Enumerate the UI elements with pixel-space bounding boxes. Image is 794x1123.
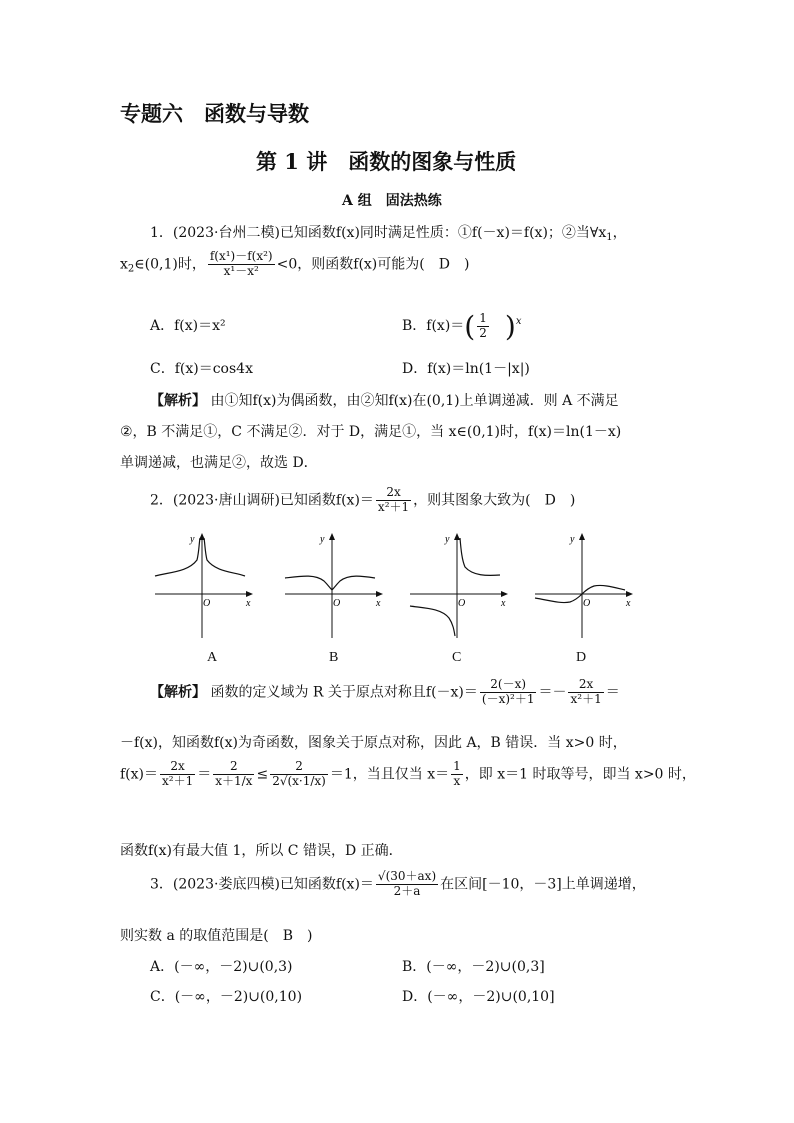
graph-a-x-label: x: [246, 598, 251, 609]
graph-a: [150, 530, 260, 640]
graph-d: [530, 530, 640, 640]
q1-line1: 1．(2023·台州二模)已知函数f(x)同时满足性质：①f(－x)＝f(x)；②当$\forall x_1$，: [150, 225, 627, 243]
q1-solution-line1: 【解析】 由①知f(x)为偶函数，由②知f(x)在(0,1)上单调递减．则 A 不满足: [150, 393, 619, 409]
graph-a-curve-right: [204, 538, 245, 576]
graph-d-y-label: y: [570, 534, 575, 545]
q2-solution-line3: f(x)＝ $\frac{2x}{\text{x²＋1}}$ ＝ $\frac{2}{x+1/x}$ ≤ $\frac{2}{2√(x\cdot 1/x)}$ ＝1，当且仅当 x＝ $\frac{1}{x}$ ，即 x＝1 时取等号，即当 x>0 时，: [120, 759, 696, 788]
graph-c-y-label: y: [445, 534, 450, 545]
graph-c-curve-left: [410, 606, 455, 636]
graph-b-x-label: x: [376, 598, 381, 609]
q1-solution-line2: ②，B 不满足①，C 不满足②．对于 D，满足①，当 x∈(0,1)时，f(x)＝ln(1－x): [120, 424, 622, 440]
q3-stem-line1: 3．(2023·娄底四模)已知函数f(x)＝ $\frac{√(30+ax)}{2+a}$ 在区间[－10，－3]上单调递增，: [150, 869, 646, 898]
topic-title: 专题六 函数与导数: [120, 101, 309, 126]
graph-c-x-label: x: [501, 598, 506, 609]
graph-b-origin: O: [333, 598, 341, 609]
q2-solution-line1: 【解析】 函数的定义域为 R 关于原点对称且f(－x)＝ $\frac{2(-x)}{\text{(－x)²＋1}}$ ＝－ $\frac{2x}{\text{x²＋1}}$ ＝: [150, 677, 620, 706]
graph-b-curve: [285, 576, 375, 590]
graph-b: [280, 530, 390, 640]
q1-solution-line3: 单调递减，也满足②，故选 D．: [120, 455, 318, 471]
graph-a-y-label: y: [190, 534, 195, 545]
q3-option-a: A．(－∞，－2)∪(0,3): [150, 959, 293, 975]
graph-d-x-label: x: [626, 598, 631, 609]
group-heading: A 组 固法热练: [342, 193, 442, 209]
q3-option-c: C．(－∞，－2)∪(0,10): [150, 989, 303, 1005]
graph-b-y-label: y: [320, 534, 325, 545]
q2-stem: 2．(2023·唐山调研)已知函数f(x)＝ $\frac{2x}{\text{x²＋1}}$ ，则其图象大致为( D ): [150, 485, 576, 514]
graph-b-caption: B: [329, 650, 339, 665]
q3-option-b: B．(－∞，－2)∪(0,3]: [402, 959, 545, 975]
q1-fraction: $\frac{\text{f(x¹)－f(x²)}}{\text{x¹－x²}}$: [209, 249, 273, 278]
graph-c-origin: O: [458, 598, 466, 609]
q1-option-c: C．f(x)＝cos4x: [150, 361, 253, 377]
graph-a-caption: A: [207, 650, 218, 665]
graph-a-origin: O: [203, 598, 211, 609]
q3-option-d: D．(－∞，－2)∪(0,10]: [402, 989, 555, 1005]
q1-option-a: A．f(x)＝x²: [150, 318, 226, 334]
q1-option-b: B．f(x)＝( $\frac{1}{2}$ )$^x$: [402, 310, 522, 343]
q1-line2: $x_2\in(0,1)$时， $\frac{\text{f(x¹)－f(x²)}}{\text{x¹－x²}}$ <0，则函数f(x)可能为( D ): [120, 249, 470, 278]
q3-stem-line2: 则实数 a 的取值范围是( B ): [120, 928, 313, 944]
graph-d-caption: D: [576, 650, 587, 665]
graph-c-curve-right: [460, 538, 500, 575]
q2-solution-line2: －f(x)，知函数f(x)为奇函数，图象关于原点对称，因此 A，B 错误．当 x>0 时，: [120, 735, 627, 751]
graph-c: [405, 530, 515, 640]
graph-c-caption: C: [452, 650, 462, 665]
lecture-title: 第 1 讲 函数的图象与性质: [256, 149, 517, 174]
q2-solution-line4: 函数f(x)有最大值 1，所以 C 错误，D 正确．: [120, 843, 403, 859]
q1-option-d: D．f(x)＝ln(1－|x|): [402, 361, 530, 377]
graph-d-origin: O: [583, 598, 591, 609]
